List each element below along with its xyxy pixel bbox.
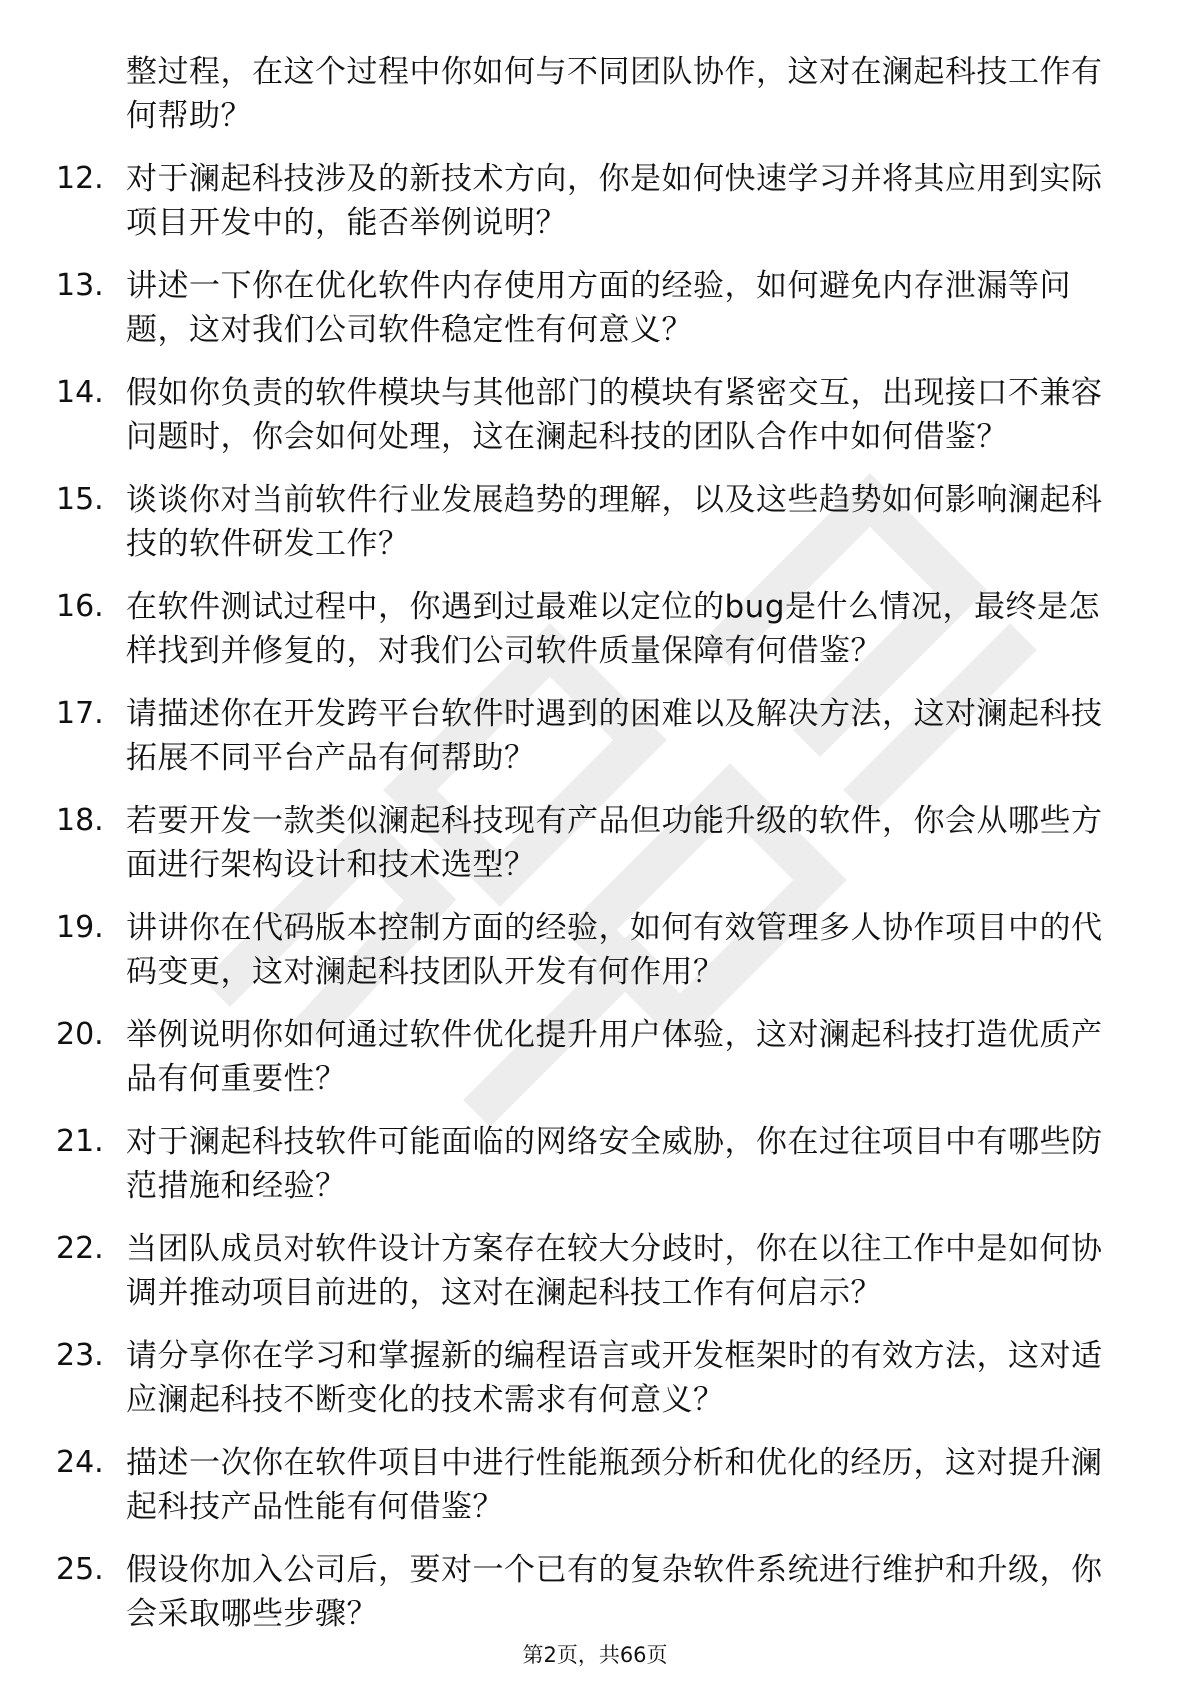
item-number: 20. xyxy=(56,1017,104,1052)
item-text: 假如你负责的软件模块与其他部门的模块有紧密交互，出现接口不兼容问题时，你会如何处理，这在澜起科技的团队合作中如何借鉴？ xyxy=(126,375,1103,455)
list-item xyxy=(56,1013,1116,1101)
item-number: 23. xyxy=(56,1338,104,1373)
item-number: 15. xyxy=(56,482,104,517)
item-number: 18. xyxy=(56,803,104,838)
list-item xyxy=(56,1120,1116,1208)
item-text: 举例说明你如何通过软件优化提升用户体验，这对澜起科技打造优质产品有何重要性？ xyxy=(126,1017,1103,1097)
page-number-footer: 第2页，共66页 xyxy=(522,1643,668,1667)
item-number: 12. xyxy=(56,161,104,196)
list-item xyxy=(56,1441,1116,1529)
item-number: 25. xyxy=(56,1552,104,1587)
list-item xyxy=(56,50,1116,138)
item-text: 若要开发一款类似澜起科技现有产品但功能升级的软件，你会从哪些方面进行架构设计和技术选型？ xyxy=(126,803,1103,883)
item-text: 讲述一下你在优化软件内存使用方面的经验，如何避免内存泄漏等问题，这对我们公司软件稳定性有何意义？ xyxy=(126,268,1071,348)
item-text: 对于澜起科技软件可能面临的网络安全威胁，你在过往项目中有哪些防范措施和经验？ xyxy=(126,1124,1103,1204)
item-text: 在软件测试过程中，你遇到过最难以定位的bug是什么情况，最终是怎样找到并修复的，对我们公司软件质量保障有何借鉴？ xyxy=(126,589,1100,669)
item-text: 请分享你在学习和掌握新的编程语言或开发框架时的有效方法，这对适应澜起科技不断变化的技术需求有何意义？ xyxy=(126,1338,1103,1418)
item-text: 对于澜起科技涉及的新技术方向，你是如何快速学习并将其应用到实际项目开发中的，能否举例说明？ xyxy=(126,161,1103,241)
list-item xyxy=(56,585,1116,673)
item-text: 整过程，在这个过程中你如何与不同团队协作，这对在澜起科技工作有何帮助？ xyxy=(126,54,1103,134)
item-text: 假设你加入公司后，要对一个已有的复杂软件系统进行维护和升级，你会采取哪些步骤？ xyxy=(126,1552,1103,1632)
list-item xyxy=(56,371,1116,459)
list-item xyxy=(56,906,1116,994)
item-number: 14. xyxy=(56,375,104,410)
item-number: 13. xyxy=(56,268,104,303)
item-text: 描述一次你在软件项目中进行性能瓶颈分析和优化的经历，这对提升澜起科技产品性能有何借鉴？ xyxy=(126,1445,1103,1525)
list-item xyxy=(56,478,1116,566)
list-item xyxy=(56,264,1116,352)
item-number: 24. xyxy=(56,1445,104,1480)
list-item xyxy=(56,1334,1116,1422)
item-text: 请描述你在开发跨平台软件时遇到的困难以及解决方法，这对澜起科技拓展不同平台产品有何帮助？ xyxy=(126,696,1103,776)
item-text: 谈谈你对当前软件行业发展趋势的理解，以及这些趋势如何影响澜起科技的软件研发工作？ xyxy=(126,482,1103,562)
list-item xyxy=(56,692,1116,780)
list-item xyxy=(56,1548,1116,1636)
list-item xyxy=(56,799,1116,887)
list-item xyxy=(56,157,1116,245)
item-number: 22. xyxy=(56,1231,104,1266)
item-number: 16. xyxy=(56,589,104,624)
question-list xyxy=(56,50,1116,1655)
list-item xyxy=(56,1227,1116,1315)
item-text: 当团队成员对软件设计方案存在较大分歧时，你在以往工作中是如何协调并推动项目前进的，这对在澜起科技工作有何启示？ xyxy=(126,1231,1103,1311)
item-number: 17. xyxy=(56,696,104,731)
item-number: 21. xyxy=(56,1124,104,1159)
item-text: 讲讲你在代码版本控制方面的经验，如何有效管理多人协作项目中的代码变更，这对澜起科技团队开发有何作用？ xyxy=(126,910,1103,990)
item-number: 19. xyxy=(56,910,104,945)
